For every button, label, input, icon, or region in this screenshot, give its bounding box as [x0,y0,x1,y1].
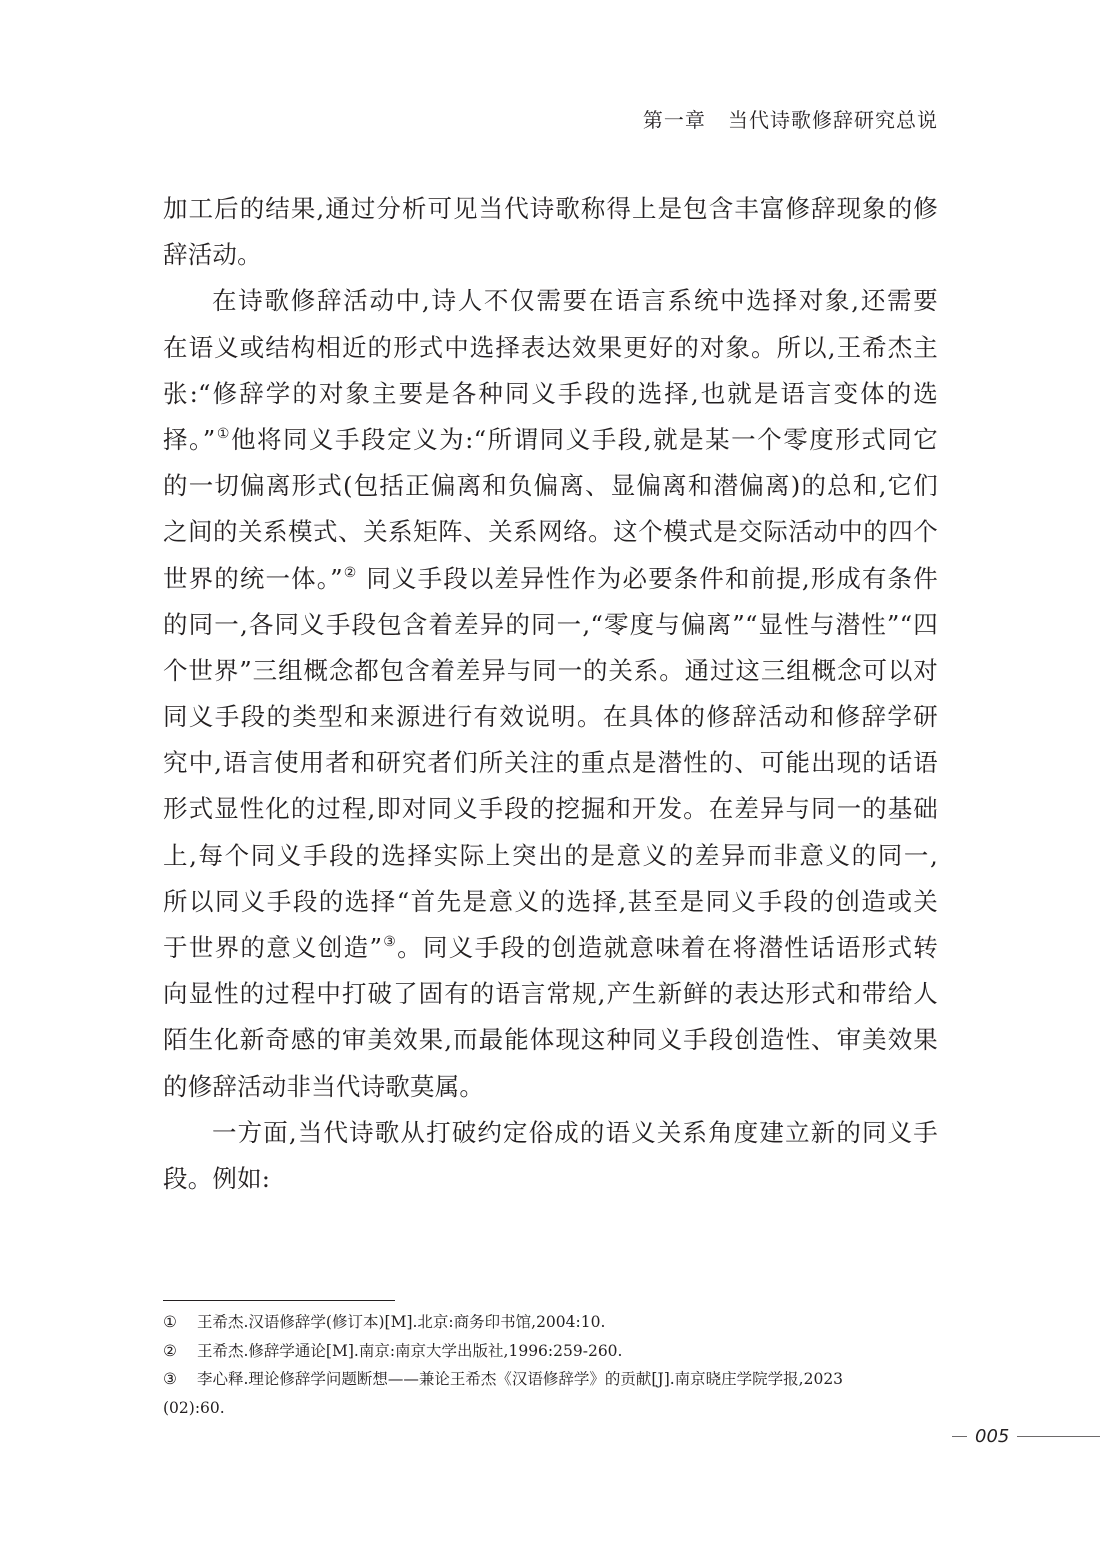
footnote-item [163,1394,938,1423]
footnote-marker: ② [163,1341,177,1360]
body-line: 在语义或结构相近的形式中选择表达效果更好的对象。所以,王希杰主 [163,332,938,362]
body-line: 在诗歌修辞活动中,诗人不仅需要在语言系统中选择对象,还需要 [212,286,938,316]
body-line [163,925,938,971]
body-line: 究中,语言使用者和研究者们所关注的重点是潜性的、可能出现的话语 [163,748,938,778]
body-line: 个世界”三组概念都包含着差异与同一的关系。通过这三组概念可以对 [163,655,938,685]
body-line: 的一切偏离形式(包括正偏离和负偏离、显偏离和潜偏离)的总和,它们 [163,471,938,501]
body-line: 一方面,当代诗歌从打破约定俗成的语义关系角度建立新的同义手 [212,1117,938,1147]
footnote-text: (02):60. [163,1398,225,1417]
body-line: 辞活动。 [163,240,262,270]
body-line-text: 他将同义手段定义为:“所谓同义手段,就是某一个零度形式同它 [230,424,938,454]
body-line-text: 。同义手段的创造就意味着在将潜性话语形式转 [397,933,938,962]
body-line [163,417,938,463]
footnote-reference[interactable]: ① [215,425,231,442]
footnote-reference[interactable]: ② [342,564,358,581]
body-line: 上,每个同义手段的选择实际上突出的是意义的差异而非意义的同一, [163,840,938,870]
page-number-text: 005 [975,1426,1010,1447]
body-text [163,186,938,1202]
footnote-text: 王希杰.修辞学通论[M].南京:南京大学出版社,1996:259-260. [197,1341,623,1360]
running-head [643,104,938,133]
footnote-text: 王希杰.汉语修辞学(修订本)[M].北京:商务印书馆,2004:10. [197,1313,606,1331]
body-line: 段。例如: [163,1163,271,1193]
footnote-marker: ③ [163,1370,177,1388]
footnote-marker: ① [163,1313,177,1331]
body-line-text: 世界的统一体。” [163,563,343,593]
body-line: 所以同义手段的选择“首先是意义的选择,甚至是同义手段的创造或关 [163,886,938,916]
body-line-text: 于世界的意义创造” [163,933,383,962]
page-number-dash-left [952,1436,967,1438]
body-line: 加工后的结果,通过分析可见当代诗歌称得上是包含丰富修辞现象的修 [163,194,938,223]
body-line: 之间的关系模式、关系矩阵、关系网络。这个模式是交际活动中的四个 [163,517,938,547]
chapter-title: 当代诗歌修辞研究总说 [728,108,938,132]
footnote-reference[interactable]: ③ [382,934,398,950]
page-number-dash-right [1017,1436,1100,1438]
footnotes [163,1308,938,1422]
body-line: 的修辞活动非当代诗歌莫属。 [163,1071,485,1101]
body-line-text: 择。” [163,424,216,454]
footnote-item [163,1337,938,1366]
footnote-item [163,1308,938,1337]
footnote-item [163,1365,938,1394]
body-line: 陌生化新奇感的审美效果,而最能体现这种同义手段创造性、审美效果 [163,1025,938,1055]
body-line: 的同一,各同义手段包含着差异的同一,“零度与偏离”“显性与潜性”“四 [163,609,938,639]
body-line-text: 同义手段以差异性作为必要条件和前提,形成有条件 [357,563,938,593]
footnote-divider [163,1300,395,1301]
body-line: 向显性的过程中打破了固有的语言常规,产生新鲜的表达形式和带给人 [163,979,938,1009]
body-line: 形式显性化的过程,即对同义手段的挖掘和开发。在差异与同一的基础 [163,794,938,824]
page-number [952,1426,1100,1447]
body-line: 张:“修辞学的对象主要是各种同义手段的选择,也就是语言变体的选 [163,378,938,408]
body-line: 同义手段的类型和来源进行有效说明。在具体的修辞活动和修辞学研 [163,702,938,732]
body-line [163,556,938,602]
chapter-number: 第一章 [642,108,706,132]
footnote-text: 李心释.理论修辞学问题断想——兼论王希杰《汉语修辞学》的贡献[J].南京晓庄学院学报,2023 [197,1370,844,1388]
